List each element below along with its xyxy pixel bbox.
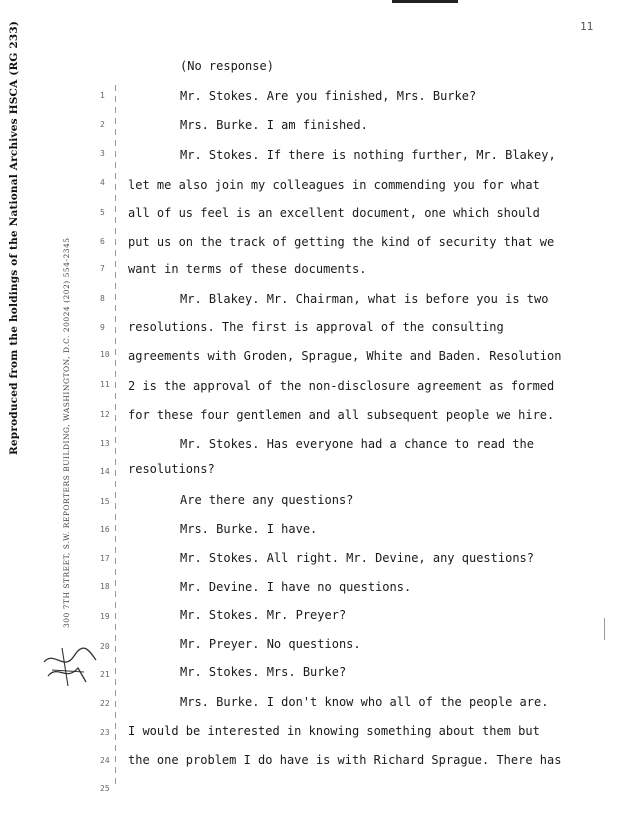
transcript-line: all of us feel is an excellent document, one which should — [128, 206, 540, 220]
line-number: 22 — [100, 699, 110, 708]
transcript-line: let me also join my colleagues in commending you for what — [128, 178, 540, 192]
transcript-line: Mr. Blakey. Mr. Chairman, what is before you is two — [180, 292, 549, 306]
transcript-line: agreements with Groden, Sprague, White and Baden. Resolution — [128, 349, 562, 363]
transcript-line: Mrs. Burke. I am finished. — [180, 118, 368, 132]
transcript-line: resolutions. The first is approval of the consulting — [128, 320, 504, 334]
line-number: 1 — [100, 91, 105, 100]
page-number: 11 — [580, 20, 594, 33]
line-number: 7 — [100, 264, 105, 273]
line-number: 14 — [100, 467, 110, 476]
transcript-line: put us on the track of getting the kind of security that we — [128, 235, 555, 249]
transcript-line: Mr. Stokes. Are you finished, Mrs. Burke? — [180, 89, 477, 103]
line-number: 19 — [100, 612, 110, 621]
archive-stamp: Reproduced from the holdings of the National Archives HSCA (RG 233) — [8, 20, 20, 455]
transcript-line: Mr. Devine. I have no questions. — [180, 580, 412, 594]
transcript-line: Mr. Preyer. No questions. — [180, 637, 361, 651]
transcript-line: Mr. Stokes. If there is nothing further, Mr. Blakey, — [180, 148, 556, 162]
top-edge-mark — [392, 0, 458, 3]
line-number: 16 — [100, 525, 110, 534]
line-number: 23 — [100, 728, 110, 737]
transcript-line: want in terms of these documents. — [128, 262, 367, 276]
line-number: 11 — [100, 380, 110, 389]
transcript-line: for these four gentlemen and all subsequent people we hire. — [128, 408, 555, 422]
line-number: 15 — [100, 497, 110, 506]
transcript-line: Mr. Stokes. All right. Mr. Devine, any questions? — [180, 551, 535, 565]
line-number: 20 — [100, 642, 110, 651]
line-number: 10 — [100, 350, 110, 359]
line-number: 24 — [100, 756, 110, 765]
line-number: 21 — [100, 670, 110, 679]
line-number: 5 — [100, 208, 105, 217]
transcript-line: resolutions? — [128, 462, 215, 476]
line-number: 6 — [100, 237, 105, 246]
transcript-line: Mr. Stokes. Has everyone had a chance to read the — [180, 437, 535, 451]
handwritten-initials-icon — [40, 642, 100, 690]
line-number: 13 — [100, 439, 110, 448]
line-number: 2 — [100, 120, 105, 129]
line-number: 9 — [100, 323, 105, 332]
line-number: 3 — [100, 149, 105, 158]
line-number: 25 — [100, 784, 110, 793]
transcript-line: I would be interested in knowing something about them but — [128, 724, 540, 738]
transcript-line: (No response) — [180, 59, 274, 73]
line-number: 17 — [100, 554, 110, 563]
line-number: 8 — [100, 294, 105, 303]
transcript-line: 2 is the approval of the non-disclosure agreement as formed — [128, 379, 555, 393]
transcript-line: Mr. Stokes. Mrs. Burke? — [180, 665, 347, 679]
transcript-line: Mrs. Burke. I don't know who all of the people are. — [180, 695, 549, 709]
line-number: 12 — [100, 410, 110, 419]
transcript-line: Are there any questions? — [180, 493, 354, 507]
reporter-address: 300 7TH STREET, S.W. REPORTERS BUILDING, WASHINGTON, D.C. 20024 (202) 554-2345 — [62, 237, 71, 628]
margin-rule — [115, 85, 116, 785]
margin-tick — [604, 618, 605, 640]
transcript-line: Mrs. Burke. I have. — [180, 522, 318, 536]
line-number: 18 — [100, 582, 110, 591]
transcript-line: the one problem I do have is with Richard Sprague. There has — [128, 753, 562, 767]
transcript-line: Mr. Stokes. Mr. Preyer? — [180, 608, 347, 622]
line-number: 4 — [100, 178, 105, 187]
